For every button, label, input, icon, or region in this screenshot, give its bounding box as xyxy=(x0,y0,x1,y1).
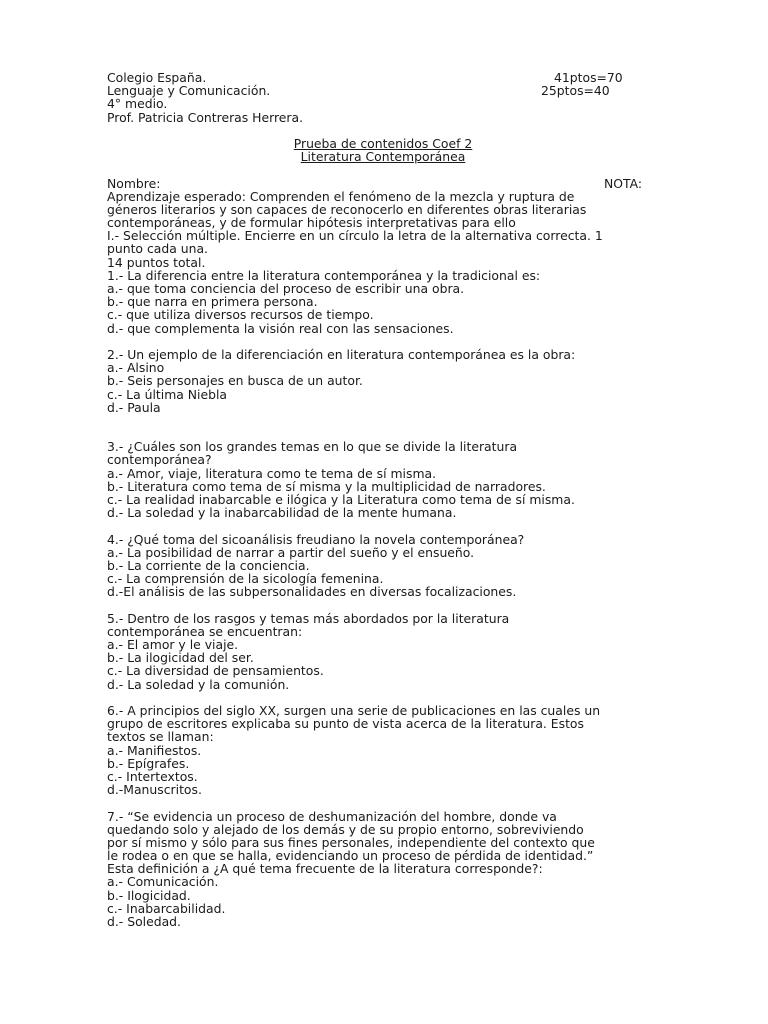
intro-line: contemporáneas, y de formular hipótesis interpretativas para ello xyxy=(107,215,516,231)
option-a: a.- Comunicación. xyxy=(107,874,219,890)
option-a: a.- Alsino xyxy=(107,360,165,376)
option-b: b.- La corriente de la conciencia. xyxy=(107,557,310,573)
intro-line: I.- Selección múltiple. Encierre en un círculo la letra de la alternativa correcta. 1 xyxy=(107,228,603,244)
intro-line: 14 puntos total. xyxy=(107,254,206,270)
option-b: b.- Seis personajes en busca de un autor. xyxy=(107,373,363,389)
document-page xyxy=(107,71,659,928)
option-c: c.- La última Niebla xyxy=(107,386,228,402)
question-text: 1.- La diferencia entre la literatura contemporánea y la tradicional es: xyxy=(107,267,541,283)
option-c: c.- que utiliza diversos recursos de tiempo. xyxy=(107,307,374,323)
question-text: 4.- ¿Qué toma del sicoanálisis freudiano la novela contemporánea? xyxy=(107,531,525,547)
question-7 xyxy=(107,810,659,929)
option-b: b.- Epígrafes. xyxy=(107,755,190,771)
question-text: textos se llaman: xyxy=(107,729,214,745)
option-a: a.- La posibilidad de narrar a partir del sueño y el ensueño. xyxy=(107,544,475,560)
question-text: le rodea o en que se halla, evidenciando un proceso de pérdida de identidad.” xyxy=(107,848,594,864)
option-a: a.- Amor, viaje, literatura como te tema de sí misma. xyxy=(107,465,437,481)
intro-line: géneros literarios y son capaces de reconocerlo en diferentes obras literarias xyxy=(107,201,587,217)
option-b: b.- que narra en primera persona. xyxy=(107,294,318,310)
option-d: d.-Manuscritos. xyxy=(107,782,202,798)
question-5 xyxy=(107,612,659,691)
option-d: d.- que complementa la visión real con las sensaciones. xyxy=(107,320,454,336)
option-d: d.-El análisis de las subpersonalidades en diversas focalizaciones. xyxy=(107,584,517,600)
question-text: grupo de escritores explicaba su punto de vista acerca de la literatura. Estos xyxy=(107,716,584,732)
header-row-2 xyxy=(107,84,659,97)
question-1 xyxy=(107,269,659,335)
test-title: Prueba de contenidos Coef 2 xyxy=(293,135,473,151)
question-text: quedando solo y alejado de los demás y de su propio entorno, sobreviviendo xyxy=(107,821,584,837)
option-c: c.- Intertextos. xyxy=(107,768,198,784)
option-b: b.- Ilogicidad. xyxy=(107,887,191,903)
score-scale-2: 25ptos=40 xyxy=(541,83,610,99)
option-c: c.- La comprensión de la sicología femenina. xyxy=(107,571,384,587)
question-text: 5.- Dentro de los rasgos y temas más abordados por la literatura xyxy=(107,610,510,626)
question-3 xyxy=(107,440,659,519)
intro-line: punto cada una. xyxy=(107,241,208,257)
question-text: 6.- A principios del siglo XX, surgen una serie de publicaciones en las cuales un xyxy=(107,703,601,719)
option-d: d.- La soledad y la inabarcabilidad de la mente humana. xyxy=(107,505,457,521)
intro-block xyxy=(107,190,659,269)
option-c: c.- Inabarcabilidad. xyxy=(107,900,226,916)
question-text: 3.- ¿Cuáles son los grandes temas en lo que se divide la literatura xyxy=(107,439,518,455)
school-name: Colegio España. xyxy=(107,70,207,85)
option-a: a.- que toma conciencia del proceso de escribir una obra. xyxy=(107,281,465,296)
intro-line: Aprendizaje esperado: Comprenden el fenómeno de la mezcla y ruptura de xyxy=(107,188,575,204)
option-d: d.- Soledad. xyxy=(107,914,181,930)
grade-label: NOTA: xyxy=(603,175,642,191)
question-text: 2.- Un ejemplo de la diferenciación en literatura contemporánea es la obra: xyxy=(107,346,576,362)
question-6 xyxy=(107,704,659,796)
subject-name: Lenguaje y Comunicación. xyxy=(107,83,271,99)
student-info-row xyxy=(107,177,659,190)
option-d: d.- Paula xyxy=(107,399,161,415)
option-d: d.- La soledad y la comunión. xyxy=(107,676,290,692)
option-b: b.- La ilogicidad del ser. xyxy=(107,650,254,666)
option-a: a.- El amor y le viaje. xyxy=(107,637,239,653)
score-scale-1: 41ptos=70 xyxy=(554,70,623,85)
grade-level: 4° medio. xyxy=(107,96,168,112)
question-2 xyxy=(107,348,659,414)
question-text: Esta definición a ¿A qué tema frecuente de la literatura corresponde?: xyxy=(107,861,543,877)
question-4 xyxy=(107,533,659,599)
question-text: contemporánea? xyxy=(107,452,212,468)
question-text: contemporánea se encuentran: xyxy=(107,623,303,639)
teacher-name: Prof. Patricia Contreras Herrera. xyxy=(107,109,304,125)
option-c: c.- La diversidad de pensamientos. xyxy=(107,663,324,679)
option-a: a.- Manifiestos. xyxy=(107,742,202,758)
name-label: Nombre: xyxy=(107,175,161,191)
option-b: b.- Literatura como tema de sí misma y la multiplicidad de narradores. xyxy=(107,478,546,494)
question-text: por sí mismo y sólo para sus fines personales, independiente del contexto que xyxy=(107,834,595,850)
option-c: c.- La realidad inabarcable e ilógica y la Literatura como tema de sí misma. xyxy=(107,492,575,508)
question-text: 7.- “Se evidencia un proceso de deshumanización del hombre, donde va xyxy=(107,808,557,824)
test-subtitle: Literatura Contemporánea xyxy=(300,149,466,165)
